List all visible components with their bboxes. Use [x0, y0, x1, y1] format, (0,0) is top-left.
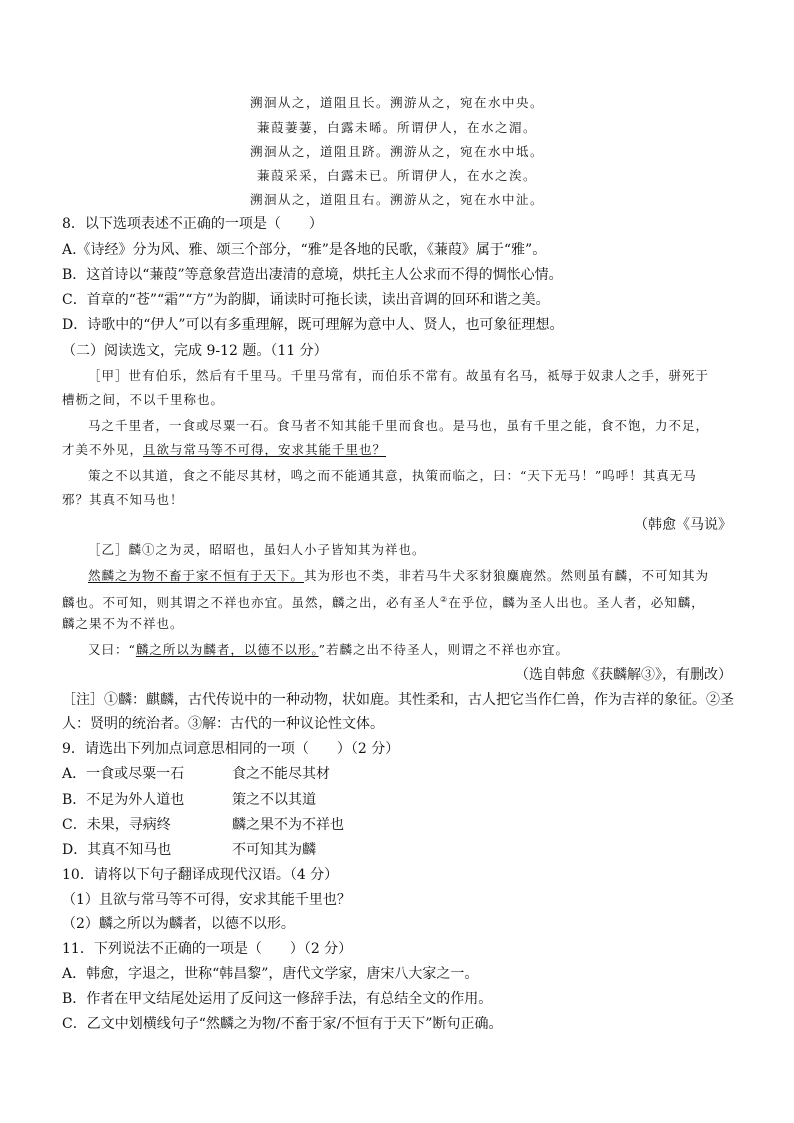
q9-stem: 9．请选出下列加点词意思相同的一项（ ）（2 分）: [62, 741, 400, 757]
q9-option-b: 策之不以其道: [232, 792, 316, 808]
jia-paragraph-3-cont: 邪？其真不知马也！: [62, 492, 184, 507]
q9-option-a: B．不足为外人道也: [62, 792, 185, 808]
q11-option: A．韩愈，字退之，世称“韩昌黎”，唐代文学家，唐宋八大家之一。: [62, 966, 479, 982]
q9-option-b: 麟之果不为不祥也: [232, 817, 344, 833]
poem-line: 溯洄从之，道阻且右。溯游从之，宛在水中沚。: [249, 192, 544, 207]
annotation: ［注］①麟：麒麟，古代传说中的一种动物，状如鹿。其性柔和，古人把它当作仁兽，作为吉祥的象征。②圣: [62, 692, 734, 708]
jia-paragraph-1: ［甲］世有伯乐，然后有千里马。千里马常有，而伯乐不常有。故虽有名马，祗辱于奴隶人之手，骈死于: [88, 368, 710, 383]
q9-option-a: C．未果，寻病终: [62, 817, 171, 833]
q11-option: B．作者在甲文结尾处运用了反问这一修辞手法，有总结全文的作用。: [62, 991, 493, 1007]
q8-option: A.《诗经》分为风、雅、颂三个部分，“雅”是各地的民歌，《蒹葭》属于“雅”。: [62, 242, 547, 258]
q9-option-b: 食之不能尽其材: [232, 766, 330, 782]
q11-option: C．乙文中划横线句子“然麟之为物/不畜于家/不恒有于天下”断句正确。: [62, 1016, 503, 1032]
poem-line: 溯洄从之，道阻且长。溯游从之，宛在水中央。: [249, 95, 544, 110]
q9-option-b: 不可知其为麟: [232, 842, 316, 858]
underlined-sentence: 然麟之为物不畜于家不恒有于天下。: [88, 568, 305, 583]
yi-paragraph-2: [88, 566, 732, 586]
yi-paragraph-3: [88, 640, 732, 660]
q9-option: [62, 790, 732, 810]
yi-source: （选自韩愈《获麟解③》，有删改）: [515, 667, 732, 683]
q10-item: （1）且欲与常马等不可得，安求其能千里也？: [62, 892, 351, 908]
q10-stem: 10．请将以下句子翻译成现代汉语。（4 分）: [62, 867, 339, 883]
jia-source: （韩愈《马说》: [634, 517, 732, 533]
jia-paragraph-2: 马之千里者，一食或尽粟一石。食马者不知其能千里而食也。是马也，虽有千里之能，食不饱，力不足，: [88, 418, 710, 433]
jia-paragraph-2-cont: [62, 440, 732, 460]
yi-text: 又曰：“: [88, 642, 136, 657]
q9-option: [62, 815, 732, 835]
yi-text: 麟也。不可知，则其谓之不祥也亦宜。虽然，麟之出，必有圣人: [62, 595, 441, 611]
poem-line: 蒹葭采采，白露未已。所谓伊人，在水之涘。: [256, 168, 537, 183]
yi-paragraph-2-cont: [62, 590, 732, 613]
q11-stem: 11．下列说法不正确的一项是（ ）（2 分）: [62, 941, 353, 957]
footnote-marker: ②: [440, 595, 449, 604]
underlined-sentence: 且欲与常马等不可得，安求其能千里也？: [143, 442, 387, 457]
poem-line: 溯洄从之，道阻且跻。溯游从之，宛在水中坻。: [249, 144, 544, 159]
q9-option-a: A．一食或尽粟一石: [62, 766, 185, 782]
yi-paragraph-2-end: 麟之果不为不祥也。: [62, 616, 184, 631]
yi-text: 在乎位，麟为圣人出也。圣人者，必知麟，: [448, 595, 705, 611]
q9-option: [62, 764, 732, 784]
q8-option: B．这首诗以“蒹葭”等意象营造出凄清的意境，烘托主人公求而不得的惆怅心情。: [62, 267, 563, 283]
annotation-cont: 人：贤明的统治者。③解：古代的一种议论性文体。: [62, 716, 384, 732]
jia-text: 才美不外见，: [62, 442, 144, 457]
yi-text: ”若麟之出不待圣人，则谓之不祥也亦宜。: [318, 642, 570, 657]
q8-stem: 8．以下选项表述不正确的一项是（ ）: [62, 216, 323, 232]
q10-item: （2）麟之所以为麟者，以德不以形。: [62, 916, 295, 932]
poem-line: 蒹葭萋萋，白露未晞。所谓伊人，在水之湄。: [256, 120, 537, 135]
q8-option: C．首章的“苍”“霜”“方”为韵脚，诵读时可拖长读，读出音调的回环和谐之美。: [62, 292, 550, 308]
yi-paragraph-1: ［乙］麟①之为灵，昭昭也，虽妇人小子皆知其为祥也。: [88, 542, 426, 557]
jia-paragraph-3: 策之不以其道，食之不能尽其材，鸣之而不能通其意，执策而临之，曰：“天下无马！”呜呼！其真无马: [88, 468, 697, 483]
q9-option: [62, 840, 732, 860]
yi-text: 其为形也不类，非若马牛犬豕豺狼麋鹿然。然则虽有麟，不可知其为: [304, 568, 710, 583]
q9-option-a: D．其真不知马也: [62, 842, 172, 858]
q8-option: D．诗歌中的“伊人”可以有多重理解，既可理解为意中人、贤人，也可象征理想。: [62, 317, 564, 333]
underlined-sentence: 麟之所以为麟者，以德不以形。: [135, 642, 319, 657]
jia-paragraph-1-cont: 槽枥之间，不以千里称也。: [62, 392, 225, 407]
section-heading: （二）阅读选文，完成 9-12 题。（11 分）: [62, 343, 328, 359]
